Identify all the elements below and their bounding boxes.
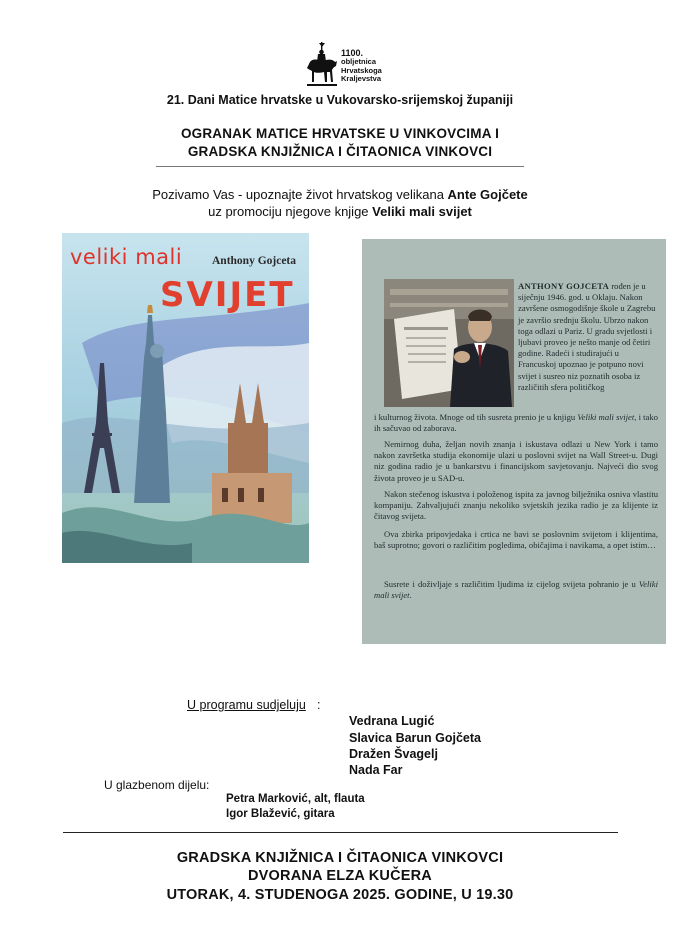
organizer-line-2: GRADSKA KNJIŽNICA I ČITAONICA VINKOVCI	[187, 144, 493, 159]
author-name: Ante Gojčete	[447, 187, 528, 202]
cover-author: Anthony Gojceta	[212, 255, 297, 267]
invitation-line-1	[0, 187, 680, 202]
author-photo	[384, 279, 514, 407]
book-back-cover	[362, 239, 666, 644]
bio-text: rođen je u siječnju 1946. god. u Oklaju. Nakon završene osmogodišnje škole u Zagrebu je završio srednju školu. Ubrzo nakon toga odlazi u Pariz. U gradu svjetlosti i ljubavi proveo je nešto manje od četiri godine. Radeći i studirajući u Francuskoj upoznao je potpuno novi svijet i susreo niz poznatih osoba iz različitih sfera političkog	[518, 281, 656, 392]
program-label	[187, 698, 306, 712]
logo-line: Hrvatskoga	[341, 65, 382, 75]
program-label-text: U programu sudjeluju	[187, 698, 306, 712]
header-divider	[156, 166, 524, 167]
musician-name: Igor Blažević, gitara	[226, 808, 335, 820]
book-title: Veliki mali svijet	[372, 204, 472, 219]
bio-paragraph-1	[518, 281, 656, 393]
bio-paragraph-4: Ova zbirka pripovjedaka i crtica ne bavi se poslovnim svijetom i klijentima, baš suprotno; govori o različitim pogledima, običajima i navikama, a opet istim…	[374, 529, 658, 551]
bio-text: Susrete i doživljaje s različitim ljudima iz cijelog svijeta pohranio je u	[384, 579, 639, 589]
logo-text	[341, 48, 382, 84]
bio-book-title: Veliki mali svijet	[374, 579, 658, 601]
venue-hall: DVORANA ELZA KUČERA	[248, 868, 432, 884]
event-subtitle: 21. Dani Matice hrvatske u Vukovarsko-srijemskoj županiji	[166, 93, 514, 107]
bio-book-title: Veliki mali svijet	[577, 412, 635, 422]
bio-text: , i tako ih sačuvao od zaborava.	[374, 412, 658, 434]
book-cover-image	[62, 233, 309, 563]
author-photo-image	[384, 279, 514, 407]
invitation-line-2	[0, 204, 680, 219]
invitation-text: Pozivamo Vas - upoznajte život hrvatskog velikana	[152, 187, 448, 202]
participant-name: Vedrana Lugić	[349, 714, 435, 728]
bio-text: i kulturnog života. Mnoge od tih susreta prenio je u knjigu	[374, 412, 578, 422]
event-date-time: UTORAK, 4. STUDENOGA 2025. GODINE, U 19.30	[166, 887, 514, 903]
footer-divider	[63, 832, 618, 833]
invitation-text: uz promociju njegove knjige	[208, 204, 373, 219]
bio-author-name: ANTHONY GOJCETA	[518, 281, 610, 291]
cover-title-small: veliki mali	[70, 245, 183, 269]
cover-title-big: SVIJET	[160, 275, 295, 315]
participant-name: Slavica Barun Gojčeta	[349, 731, 482, 745]
logo-line: 1100.	[341, 48, 364, 58]
organizer-line-1: OGRANAK MATICE HRVATSKE U VINKOVCIMA I	[180, 126, 500, 141]
logo-line: obljetnica	[341, 57, 377, 66]
participant-name: Nada Far	[349, 763, 403, 777]
venue-name: GRADSKA KNJIŽNICA I ČITAONICA VINKOVCI	[176, 850, 504, 866]
bio-paragraph-5	[374, 579, 658, 601]
bio-paragraph-2: Nemirnog duha, željan novih znanja i iskustava odlazi u New York i tamo nakon završetka studija ekonomije ulazi u poslovni svijet na Wall Street-u. Dugi niz godina radio je u bankarstvu i financijskom savjetovanju. Najveći dio svog života proveo je u SAD-u.	[374, 439, 658, 483]
logo-line: Kraljevstva	[341, 74, 382, 83]
bio-text: .	[409, 590, 412, 601]
bio-paragraph-3: Nakon stečenog iskustva i položenog ispita za javnog bilježnika osniva vlastitu kompaniju. Zahvaljujući znanju nekoliko svjetskih jezika radio je za klijente iz čitavog svijeta.	[374, 489, 658, 522]
musician-name: Petra Marković, alt, flauta	[226, 793, 365, 805]
knight-on-horse-icon	[305, 40, 339, 88]
bio-paragraph-1-cont	[374, 412, 658, 434]
participant-name: Dražen Švagelj	[349, 747, 438, 761]
program-label-colon: :	[317, 698, 321, 712]
anniversary-logo	[305, 40, 395, 90]
music-label: U glazbenom dijelu:	[104, 778, 210, 792]
